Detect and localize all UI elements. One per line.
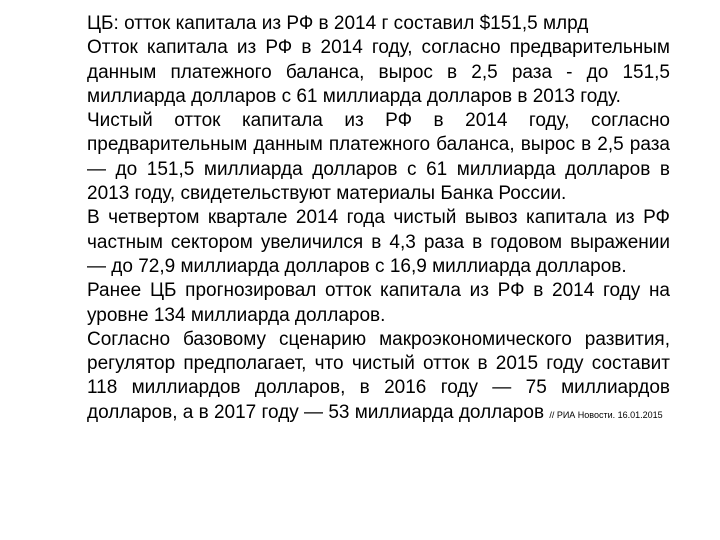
paragraph-1: Отток капитала из РФ в 2014 году, согласно предварительным данным платежного баланса, вырос в 2,5 раза - до 151,5 миллиарда долларов с 61 миллиарда долларов в 2013 году. <box>87 37 670 107</box>
paragraph-4: Ранее ЦБ прогнозировал отток капитала из РФ в 2014 году на уровне 134 миллиарда долларов. <box>87 280 670 326</box>
paragraph-2: Чистый отток капитала из РФ в 2014 году, согласно предварительным данным платежного баланса, вырос в 2,5 раза — до 151,5 миллиарда долларов с 61 миллиарда долларов в 2013 году, свидетельствуют материалы Банка России. <box>87 110 670 205</box>
paragraph-5 <box>87 328 670 425</box>
paragraph-5-text: Согласно базовому сценарию макроэкономического развития, регулятор предполагает, что чистый отток в 2015 году составит 118 миллиардов долларов, в 2016 году — 75 миллиардов долларов, а в 2017 году — 53 миллиарда долларов <box>87 328 670 423</box>
news-article <box>87 12 670 425</box>
article-title: ЦБ: отток капитала из РФ в 2014 г составил $151,5 млрд <box>87 13 589 34</box>
paragraph-3: В четвертом квартале 2014 года чистый вывоз капитала из РФ частным сектором увеличился в 4,3 раза в годовом выражении — до 72,9 миллиарда долларов с 16,9 миллиарда долларов. <box>87 207 670 277</box>
source-attribution: // РИА Новости. 16.01.2015 <box>549 409 663 420</box>
